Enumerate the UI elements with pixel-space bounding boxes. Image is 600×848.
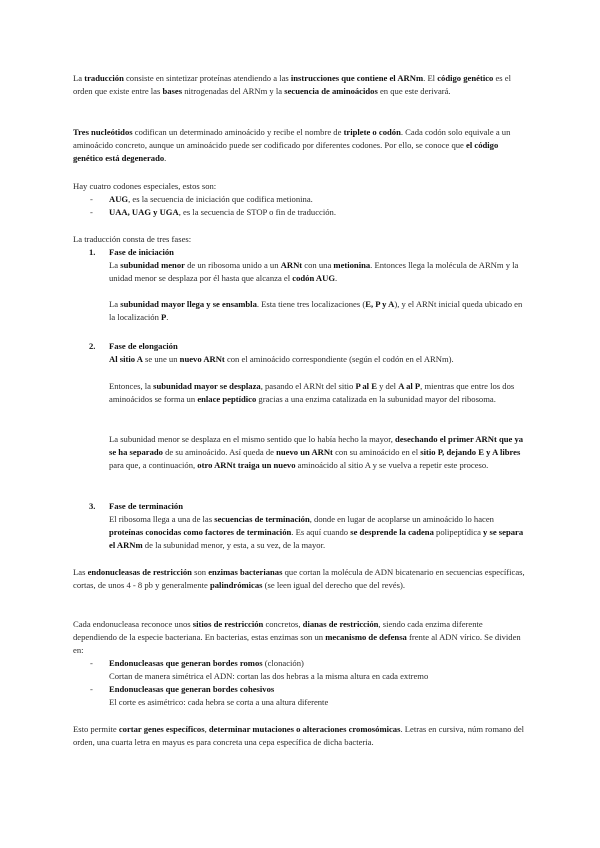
paragraph-translation: La traducción consiste en sintetizar proteínas atendiendo a las instrucciones que contiene el ARNm. El código genético es el orden que existe entre las bases nitrogenadas del ARNm y la secuencia de aminoácidos en que este derivará.	[73, 73, 511, 96]
phase-title-elongation: Fase de elongación	[109, 341, 178, 351]
list-dash: -	[90, 658, 93, 668]
list-dash: -	[90, 684, 93, 694]
phase-title-termination: Fase de terminación	[109, 501, 183, 511]
phase-number: 1.	[89, 247, 96, 257]
phase-number: 2.	[89, 341, 96, 351]
phase-number: 3.	[89, 501, 96, 511]
phase3-paragraph-1: El ribosoma llega a una de las secuencias de terminación, donde en lugar de acoplarse un aminoácido lo hacen proteínas conocidas como factores de terminación. Es aquí cuando se desprende la cadena polipeptídica y se separa el ARNm de la subunidad menor, y esta, a su vez, de la mayor.	[109, 514, 524, 550]
phase1-paragraph-1: La subunidad menor de un ribosoma unido a un ARNt con una metionina. Entonces llega la molécula de ARNm y la unidad menor se desplaza por él hasta que alcanza el codón AUG.	[109, 260, 519, 283]
paragraph-phases-intro: La traducción consta de tres fases:	[73, 234, 192, 244]
phase1-paragraph-2: La subunidad mayor llega y se ensambla. Esta tiene tres localizaciones (E, P y A), y el ARNt inicial queda ubicado en la localización P.	[109, 299, 523, 322]
list-dash: -	[90, 194, 93, 204]
list-dash: -	[90, 207, 93, 217]
list-item-aug: AUG, es la secuencia de iniciación que codifica metionina.	[109, 194, 313, 204]
phase2-paragraph-3: La subunidad menor se desplaza en el mismo sentido que lo había hecho la mayor, desechando el primer ARNt que ya se ha separado de su aminoácido. Así queda de nuevo un ARNt con su aminoácido en el sitio P, dejando E y A libres para que, a continuación, otro ARNt traiga un nuevo aminoácido al sitio A y se vuelva a repetir este proceso.	[109, 434, 524, 470]
phase2-paragraph-1: Al sitio A se une un nuevo ARNt con el aminoácido correspondiente (según el codón en el ARNm).	[109, 354, 454, 364]
phase2-paragraph-2: Entonces, la subunidad mayor se desplaza, pasando el ARNt del sitio P al E y del A al P, mientras que entre los dos aminoácidos se forma un enlace peptídico gracias a una enzima catalizada en la subunidad mayor del ribosoma.	[109, 381, 515, 404]
list-item-blunt-ends: Endonucleasas que generan bordes romos (clonación)	[109, 658, 304, 668]
phase-title-initiation: Fase de iniciación	[109, 247, 174, 257]
paragraph-restriction-sites: Cada endonucleasa reconoce unos sitios de restricción concretos, dianas de restricción, siendo cada enzima diferente dependiendo de la especie bacteriana. En bacterias, estas enzimas son un mecanismo de defensa frente al ADN vírico. Se dividen en:	[73, 619, 521, 655]
list-item-cohesive-desc: El corte es asimétrico: cada hebra se corta a una altura diferente	[109, 697, 329, 707]
list-item-cohesive-ends: Endonucleasas que generan bordes cohesivos	[109, 684, 275, 694]
paragraph-applications: Esto permite cortar genes específicos, determinar mutaciones o alteraciones cromosómicas. Letras en cursiva, núm romano del orden, una cuarta letra en mayus es para concreta una cepa específica de dicha bacteria.	[73, 724, 525, 747]
paragraph-special-codons: Hay cuatro codones especiales, estos son:	[73, 181, 217, 191]
list-item-blunt-desc: Cortan de manera simétrica el ADN: cortan las dos hebras a la misma altura en cada extremo	[109, 671, 429, 681]
list-item-stop: UAA, UAG y UGA, es la secuencia de STOP o fin de traducción.	[109, 207, 336, 217]
paragraph-codons: Tres nucleótidos codifican un determinado aminoácido y recibe el nombre de triplete o codón. Cada codón solo equivale a un aminoácido concreto, aunque un aminoácido puede ser codificado por diferentes codones. Por ello, se conoce que el código genético está degenerado.	[73, 127, 511, 163]
paragraph-restriction-endonucleases: Las endonucleasas de restricción son enzimas bacterianas que cortan la molécula de ADN bicatenario en secuencias específicas, cortas, de unos 4 - 8 pb y generalmente palindrómicas (se leen igual del derecho que del revés).	[73, 567, 525, 590]
